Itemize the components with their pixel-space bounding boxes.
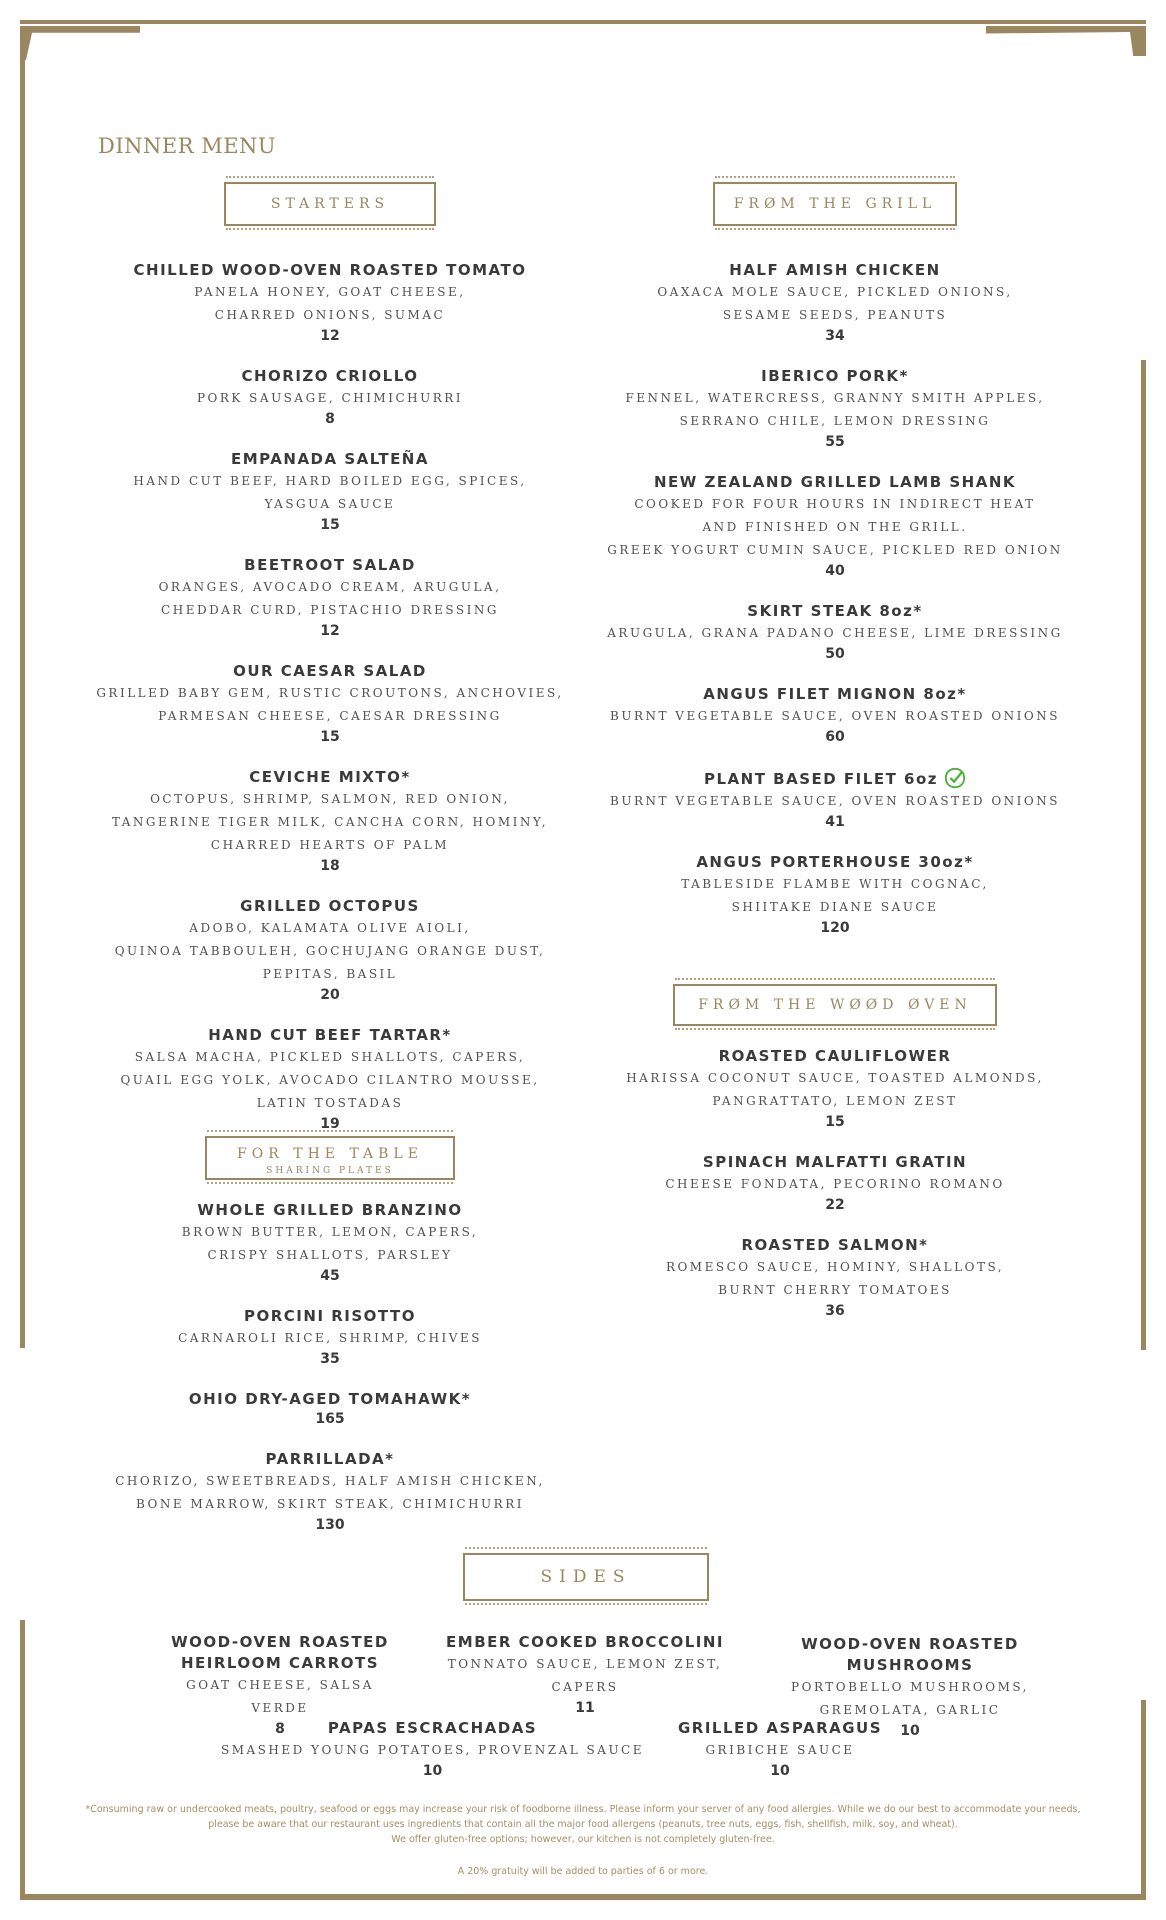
menu-item-desc: HAND CUT BEEF, HARD BOILED EGG, SPICES, bbox=[133, 474, 527, 488]
menu-item-desc: CHEESE FONDATA, PECORINO ROMANO bbox=[665, 1177, 1005, 1191]
table-subheading: SHARING PLATES bbox=[266, 1166, 394, 1176]
menu-item-desc: BONE MARROW, SKIRT STEAK, CHIMICHURRI bbox=[136, 1497, 524, 1511]
menu-item-name bbox=[95, 767, 565, 788]
menu-item bbox=[600, 1152, 1070, 1215]
starters-banner bbox=[224, 182, 436, 226]
menu-item-desc: QUAIL EGG YOLK, AVOCADO CILANTRO MOUSSE, bbox=[120, 1073, 540, 1087]
menu-item-desc: HARISSA COCONUT SAUCE, TOASTED ALMONDS, bbox=[626, 1071, 1044, 1085]
starters-list bbox=[95, 260, 565, 1134]
menu-item-price: 18 bbox=[320, 858, 340, 874]
menu-item-price: 50 bbox=[825, 646, 845, 662]
menu-item-name bbox=[95, 1025, 565, 1046]
grill-section bbox=[600, 182, 1070, 958]
menu-item-name-text: EMPANADA SALTEÑA bbox=[231, 450, 429, 468]
menu-item-price: 120 bbox=[820, 920, 850, 936]
menu-item-name-text: CHORIZO CRIOLLO bbox=[241, 367, 419, 385]
menu-item bbox=[600, 472, 1070, 581]
menu-item-name bbox=[95, 1449, 565, 1470]
menu-item-desc: SALSA MACHA, PICKLED SHALLOTS, CAPERS, bbox=[134, 1050, 526, 1064]
side-item-desc: GOAT CHEESE, SALSA VERDE bbox=[186, 1678, 374, 1715]
menu-item-price: 22 bbox=[825, 1197, 845, 1213]
menu-item bbox=[600, 767, 1070, 832]
menu-item-name bbox=[600, 366, 1070, 387]
menu-item-desc: BURNT CHERRY TOMATOES bbox=[718, 1283, 952, 1297]
side-item-desc: SMASHED YOUNG POTATOES, PROVENZAL SAUCE bbox=[220, 1743, 644, 1757]
menu-item-name-text: OUR CAESAR SALAD bbox=[233, 662, 427, 680]
menu-item-price: 34 bbox=[825, 328, 845, 344]
menu-item-name bbox=[600, 852, 1070, 873]
menu-item-desc: GRILLED BABY GEM, RUSTIC CROUTONS, ANCHOVIES, bbox=[96, 686, 564, 700]
side-item-price: 11 bbox=[575, 1700, 595, 1716]
menu-item-desc: TABLESIDE FLAMBE WITH COGNAC, bbox=[681, 877, 989, 891]
side-item-asparagus bbox=[655, 1718, 905, 1781]
menu-item-desc: PORK SAUSAGE, CHIMICHURRI bbox=[196, 391, 464, 405]
menu-item bbox=[600, 601, 1070, 664]
menu-item-price: 45 bbox=[320, 1268, 340, 1284]
menu-item-desc: FENNEL, WATERCRESS, GRANNY SMITH APPLES, bbox=[625, 391, 1045, 405]
menu-item-desc: CRISPY SHALLOTS, PARSLEY bbox=[207, 1248, 453, 1262]
menu-item-desc: PEPITAS, BASIL bbox=[262, 967, 398, 981]
side-item-papas bbox=[220, 1718, 645, 1781]
menu-item-name-text: IBERICO PORK* bbox=[761, 367, 909, 385]
side-item-name: HEIRLOOM CARROTS bbox=[180, 1654, 380, 1672]
frame-corner-top-right bbox=[986, 26, 1146, 56]
leaf-check-icon bbox=[944, 767, 966, 789]
menu-item-desc: ARUGULA, GRANA PADANO CHEESE, LIME DRESSING bbox=[607, 626, 1063, 640]
menu-item-price: 55 bbox=[825, 434, 845, 450]
menu-item-name-text: PARRILLADA* bbox=[265, 1450, 395, 1468]
menu-item-desc: PANELA HONEY, GOAT CHEESE, bbox=[194, 285, 466, 299]
menu-item-name-text: HAND CUT BEEF TARTAR* bbox=[208, 1026, 452, 1044]
starters-heading: STARTERS bbox=[270, 196, 390, 212]
grill-banner bbox=[713, 182, 957, 226]
side-item-desc: GRIBICHE SAUCE bbox=[705, 1743, 855, 1757]
sides-banner bbox=[463, 1553, 709, 1601]
menu-item-price: 8 bbox=[325, 411, 335, 427]
table-section bbox=[95, 1136, 565, 1555]
grill-heading: FRØM THE GRILL bbox=[733, 196, 937, 212]
menu-item-name-text: CEVICHE MIXTO* bbox=[249, 768, 411, 786]
menu-item-desc: CHARRED ONIONS, SUMAC bbox=[214, 308, 446, 322]
side-item-price: 8 bbox=[275, 1721, 285, 1737]
menu-item-name bbox=[600, 1046, 1070, 1067]
menu-item-price: 15 bbox=[320, 517, 340, 533]
side-item-desc: TONNATO SAUCE, LEMON ZEST, bbox=[447, 1657, 723, 1671]
menu-item-desc: ROMESCO SAUCE, HOMINY, SHALLOTS, bbox=[665, 1260, 1005, 1274]
menu-item bbox=[95, 1200, 565, 1286]
side-item-desc: GREMOLATA, GARLIC bbox=[819, 1703, 1001, 1717]
menu-item bbox=[95, 449, 565, 535]
menu-item-price: 12 bbox=[320, 623, 340, 639]
menu-item-desc: SESAME SEEDS, PEANUTS bbox=[722, 308, 948, 322]
menu-item-name bbox=[95, 896, 565, 917]
sides-section bbox=[463, 1553, 705, 1601]
side-item-price: 10 bbox=[900, 1723, 920, 1739]
side-item-desc: CAPERS bbox=[551, 1680, 619, 1694]
footnote-line: We offer gluten-free options; however, our kitchen is not completely gluten-free. bbox=[391, 1834, 775, 1845]
menu-item-price: 130 bbox=[315, 1517, 345, 1533]
frame-left-border-lower bbox=[20, 1620, 25, 1898]
menu-item-name-text: OHIO DRY-AGED TOMAHAWK* bbox=[188, 1390, 472, 1408]
menu-item-desc: BROWN BUTTER, LEMON, CAPERS, bbox=[181, 1225, 479, 1239]
menu-item-name bbox=[95, 1306, 565, 1327]
frame-top-border bbox=[20, 20, 1146, 24]
side-item-name: WOOD-OVEN ROASTED bbox=[171, 1633, 389, 1651]
page-title: DINNER MENU bbox=[98, 134, 277, 158]
menu-item bbox=[95, 1449, 565, 1535]
menu-item bbox=[95, 896, 565, 1005]
oven-banner bbox=[673, 984, 997, 1026]
menu-item-desc: CHEDDAR CURD, PISTACHIO DRESSING bbox=[161, 603, 499, 617]
allergen-footnote bbox=[60, 1802, 1106, 1847]
footnote-line: please be aware that our restaurant uses ingredients that contain all the major food allergens (peanuts, tree nuts, eggs, fish, shellfish, milk, soy, and wheat). bbox=[208, 1819, 958, 1830]
menu-item-desc: TANGERINE TIGER MILK, CANCHA CORN, HOMINY, bbox=[111, 815, 549, 829]
starters-section bbox=[95, 182, 565, 1154]
menu-item-name-text: NEW ZEALAND GRILLED LAMB SHANK bbox=[653, 473, 1017, 491]
menu-item bbox=[95, 1306, 565, 1369]
menu-item-name-text: ROASTED CAULIFLOWER bbox=[718, 1047, 952, 1065]
menu-item-name-text: HALF AMISH CHICKEN bbox=[729, 261, 941, 279]
side-item-name: EMBER COOKED BROCCOLINI bbox=[446, 1633, 724, 1651]
side-item-price: 10 bbox=[770, 1763, 790, 1779]
menu-item-name bbox=[600, 1152, 1070, 1173]
menu-item-price: 15 bbox=[825, 1114, 845, 1130]
menu-item-name-text: SPINACH MALFATTI GRATIN bbox=[702, 1153, 968, 1171]
frame-bottom-border bbox=[20, 1894, 1146, 1900]
menu-item-name bbox=[95, 260, 565, 281]
menu-item-name bbox=[95, 449, 565, 470]
menu-item-price: 19 bbox=[320, 1116, 340, 1132]
menu-item-name bbox=[600, 260, 1070, 281]
menu-item-name bbox=[600, 472, 1070, 493]
menu-item-name bbox=[600, 1235, 1070, 1256]
table-heading: FOR THE TABLE bbox=[237, 1146, 423, 1162]
menu-item-desc: OAXACA MOLE SAUCE, PICKLED ONIONS, bbox=[657, 285, 1013, 299]
menu-item-desc: OCTOPUS, SHRIMP, SALMON, RED ONION, bbox=[150, 792, 510, 806]
menu-item-name-text: ANGUS PORTERHOUSE 30oz* bbox=[696, 853, 974, 871]
table-banner bbox=[205, 1136, 455, 1180]
menu-item-desc: QUINOA TABBOULEH, GOCHUJANG ORANGE DUST, bbox=[114, 944, 546, 958]
menu-item-desc: CHORIZO, SWEETBREADS, HALF AMISH CHICKEN, bbox=[115, 1474, 545, 1488]
gratuity-note: A 20% gratuity will be added to parties of 6 or more. bbox=[457, 1866, 709, 1877]
side-item-broccolini bbox=[440, 1632, 730, 1718]
menu-item-price: 36 bbox=[825, 1303, 845, 1319]
menu-item bbox=[95, 1389, 565, 1429]
frame-right-border-lower bbox=[1141, 1700, 1146, 1900]
menu-item bbox=[600, 684, 1070, 747]
menu-item-name bbox=[95, 366, 565, 387]
menu-item-price: 40 bbox=[825, 563, 845, 579]
menu-item-name-text: GRILLED OCTOPUS bbox=[240, 897, 420, 915]
menu-item-name bbox=[95, 1389, 565, 1410]
menu-item-price: 41 bbox=[825, 814, 845, 830]
menu-item bbox=[600, 1235, 1070, 1321]
menu-item-name-text: ANGUS FILET MIGNON 8oz* bbox=[703, 685, 967, 703]
frame-corner-top-left bbox=[20, 26, 140, 60]
frame-right-border bbox=[1141, 360, 1146, 1350]
side-item-name: WOOD-OVEN ROASTED MUSHROOMS bbox=[801, 1635, 1019, 1674]
menu-item-name-text: PORCINI RISOTTO bbox=[244, 1307, 416, 1325]
grill-list bbox=[600, 260, 1070, 938]
menu-item-name-text: BEETROOT SALAD bbox=[244, 556, 416, 574]
menu-item-price: 35 bbox=[320, 1351, 340, 1367]
menu-item-price: 12 bbox=[320, 328, 340, 344]
menu-item-desc: ADOBO, KALAMATA OLIVE AIOLI, bbox=[189, 921, 471, 935]
menu-item-desc: YASGUA SAUCE bbox=[264, 497, 396, 511]
oven-section bbox=[600, 984, 1070, 1341]
menu-item-desc: BURNT VEGETABLE SAUCE, OVEN ROASTED ONIONS bbox=[610, 709, 1060, 723]
menu-item bbox=[95, 767, 565, 876]
menu-item-name-text: ROASTED SALMON* bbox=[741, 1236, 929, 1254]
menu-item-name bbox=[95, 1200, 565, 1221]
menu-item bbox=[95, 366, 565, 429]
frame-left-border bbox=[20, 58, 25, 1348]
menu-item-price: 60 bbox=[825, 729, 845, 745]
sides-heading: SIDES bbox=[540, 1567, 632, 1587]
side-item-price: 10 bbox=[422, 1763, 443, 1779]
oven-heading: FRØM THE WØØD ØVEN bbox=[698, 997, 972, 1013]
side-item-name: PAPAS ESCRACHADAS bbox=[327, 1719, 538, 1737]
menu-item-name bbox=[95, 661, 565, 682]
table-list bbox=[95, 1200, 565, 1535]
oven-list bbox=[600, 1046, 1070, 1321]
menu-item-price: 165 bbox=[315, 1411, 345, 1427]
menu-item bbox=[600, 1046, 1070, 1132]
menu-item bbox=[95, 260, 565, 346]
menu-item-desc: BURNT VEGETABLE SAUCE, OVEN ROASTED ONIONS bbox=[610, 794, 1060, 808]
menu-item bbox=[600, 852, 1070, 938]
menu-item-price: 20 bbox=[320, 987, 340, 1003]
menu-item-desc: ORANGES, AVOCADO CREAM, ARUGULA, bbox=[158, 580, 502, 594]
menu-item-desc: SHIITAKE DIANE SAUCE bbox=[731, 900, 939, 914]
menu-item-desc: LATIN TOSTADAS bbox=[256, 1096, 404, 1110]
side-item-desc: PORTOBELLO MUSHROOMS, bbox=[791, 1680, 1029, 1694]
menu-item-name bbox=[600, 684, 1070, 705]
menu-item bbox=[95, 555, 565, 641]
menu-item-name bbox=[95, 555, 565, 576]
menu-item-name bbox=[600, 767, 1070, 790]
footnote-line: *Consuming raw or undercooked meats, poultry, seafood or eggs may increase your risk of foodborne illness. Please inform your server of any food allergies. While we do our best to accommodate your needs, bbox=[85, 1804, 1081, 1815]
side-item-name: GRILLED ASPARAGUS bbox=[677, 1719, 883, 1737]
menu-item bbox=[95, 1025, 565, 1134]
menu-item-desc: AND FINISHED ON THE GRILL. bbox=[702, 520, 968, 534]
menu-item bbox=[600, 366, 1070, 452]
menu-item-desc: CARNAROLI RICE, SHRIMP, CHIVES bbox=[178, 1331, 482, 1345]
menu-item-name bbox=[600, 601, 1070, 622]
menu-item-name-text: WHOLE GRILLED BRANZINO bbox=[197, 1201, 463, 1219]
menu-item-desc: COOKED FOR FOUR HOURS IN INDIRECT HEAT bbox=[634, 497, 1036, 511]
menu-item-name-text: SKIRT STEAK 8oz* bbox=[747, 602, 923, 620]
menu-item bbox=[95, 661, 565, 747]
menu-item-desc: SERRANO CHILE, LEMON DRESSING bbox=[679, 414, 991, 428]
menu-item bbox=[600, 260, 1070, 346]
menu-item-name-text: PLANT BASED FILET 6oz bbox=[704, 770, 938, 788]
menu-item-desc: PANGRATTATO, LEMON ZEST bbox=[712, 1094, 958, 1108]
menu-item-desc: PARMESAN CHEESE, CAESAR DRESSING bbox=[158, 709, 502, 723]
menu-item-name-text: CHILLED WOOD-OVEN ROASTED TOMATO bbox=[133, 261, 527, 279]
menu-item-desc: GREEK YOGURT CUMIN SAUCE, PICKLED RED ONION bbox=[607, 543, 1063, 557]
menu-item-desc: CHARRED HEARTS OF PALM bbox=[210, 838, 450, 852]
menu-item-price: 15 bbox=[320, 729, 340, 745]
